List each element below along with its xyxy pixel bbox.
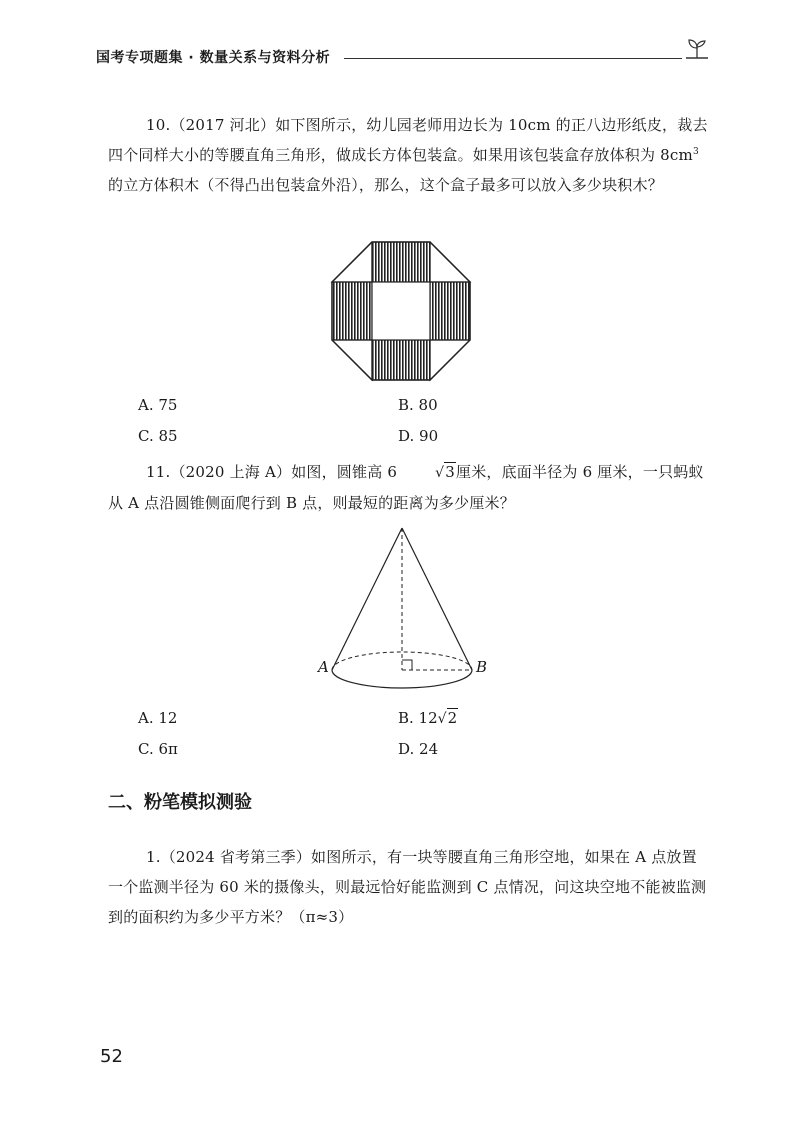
square-root-icon: √3 [435, 463, 455, 481]
top-flap [372, 242, 430, 282]
question-10-text: 10.（2017 河北）如下图所示，幼儿园老师用边长为 10cm 的正八边形纸皮，裁去四个同样大小的等腰直角三角形，做成长方体包装盒。如果用该包装盒存放体积为 $8cm^3$ 的立方体积木（不得凸出包装盒外沿），那么，这个盒子最多可以放入多少块积木？ [108, 116, 708, 194]
cone-label-b: B [476, 658, 488, 676]
q10-option-c: C. 85 [138, 427, 178, 445]
cone-label-a: A [318, 658, 329, 676]
q10-option-b: B. 80 [398, 396, 438, 414]
q11-option-c: C. 6π [138, 740, 178, 758]
page-number: 52 [100, 1046, 123, 1067]
section-question-1-text: 1.（2024 省考第三季）如图所示，有一块等腰直角三角形空地，如果在 A 点放置一个监测半径为 60 米的摄像头，则最远恰好能监测到 C 点情况，问这块空地不能被监测到的面积约为多少平方米？（π≈3） [108, 848, 707, 926]
q11-option-b: B. 12√2 [398, 709, 458, 727]
bottom-flap [372, 340, 430, 380]
running-header-title: 国考专项题集 · 数量关系与资料分析 [96, 50, 331, 66]
q11-option-d: D. 24 [398, 740, 439, 758]
left-flap [332, 282, 372, 340]
right-flap [430, 282, 470, 340]
question-11-text: 11.（2020 上海 A）如图，圆锥高 6 √3厘米，底面半径为 6 厘米，一只蚂蚁从 A 点沿圆锥侧面爬行到 B 点，则最短的距离为多少厘米？ [108, 457, 708, 518]
sprout-icon [684, 36, 710, 62]
section-heading: 二、粉笔模拟测验 [108, 792, 252, 813]
q10-option-a: A. 75 [138, 396, 178, 414]
q10-option-d: D. 90 [398, 427, 439, 445]
header-rule [344, 58, 682, 59]
cone-figure [318, 524, 498, 696]
box-base [372, 282, 430, 340]
octagon-box-figure [330, 240, 472, 382]
q11-option-a: A. 12 [138, 709, 178, 727]
